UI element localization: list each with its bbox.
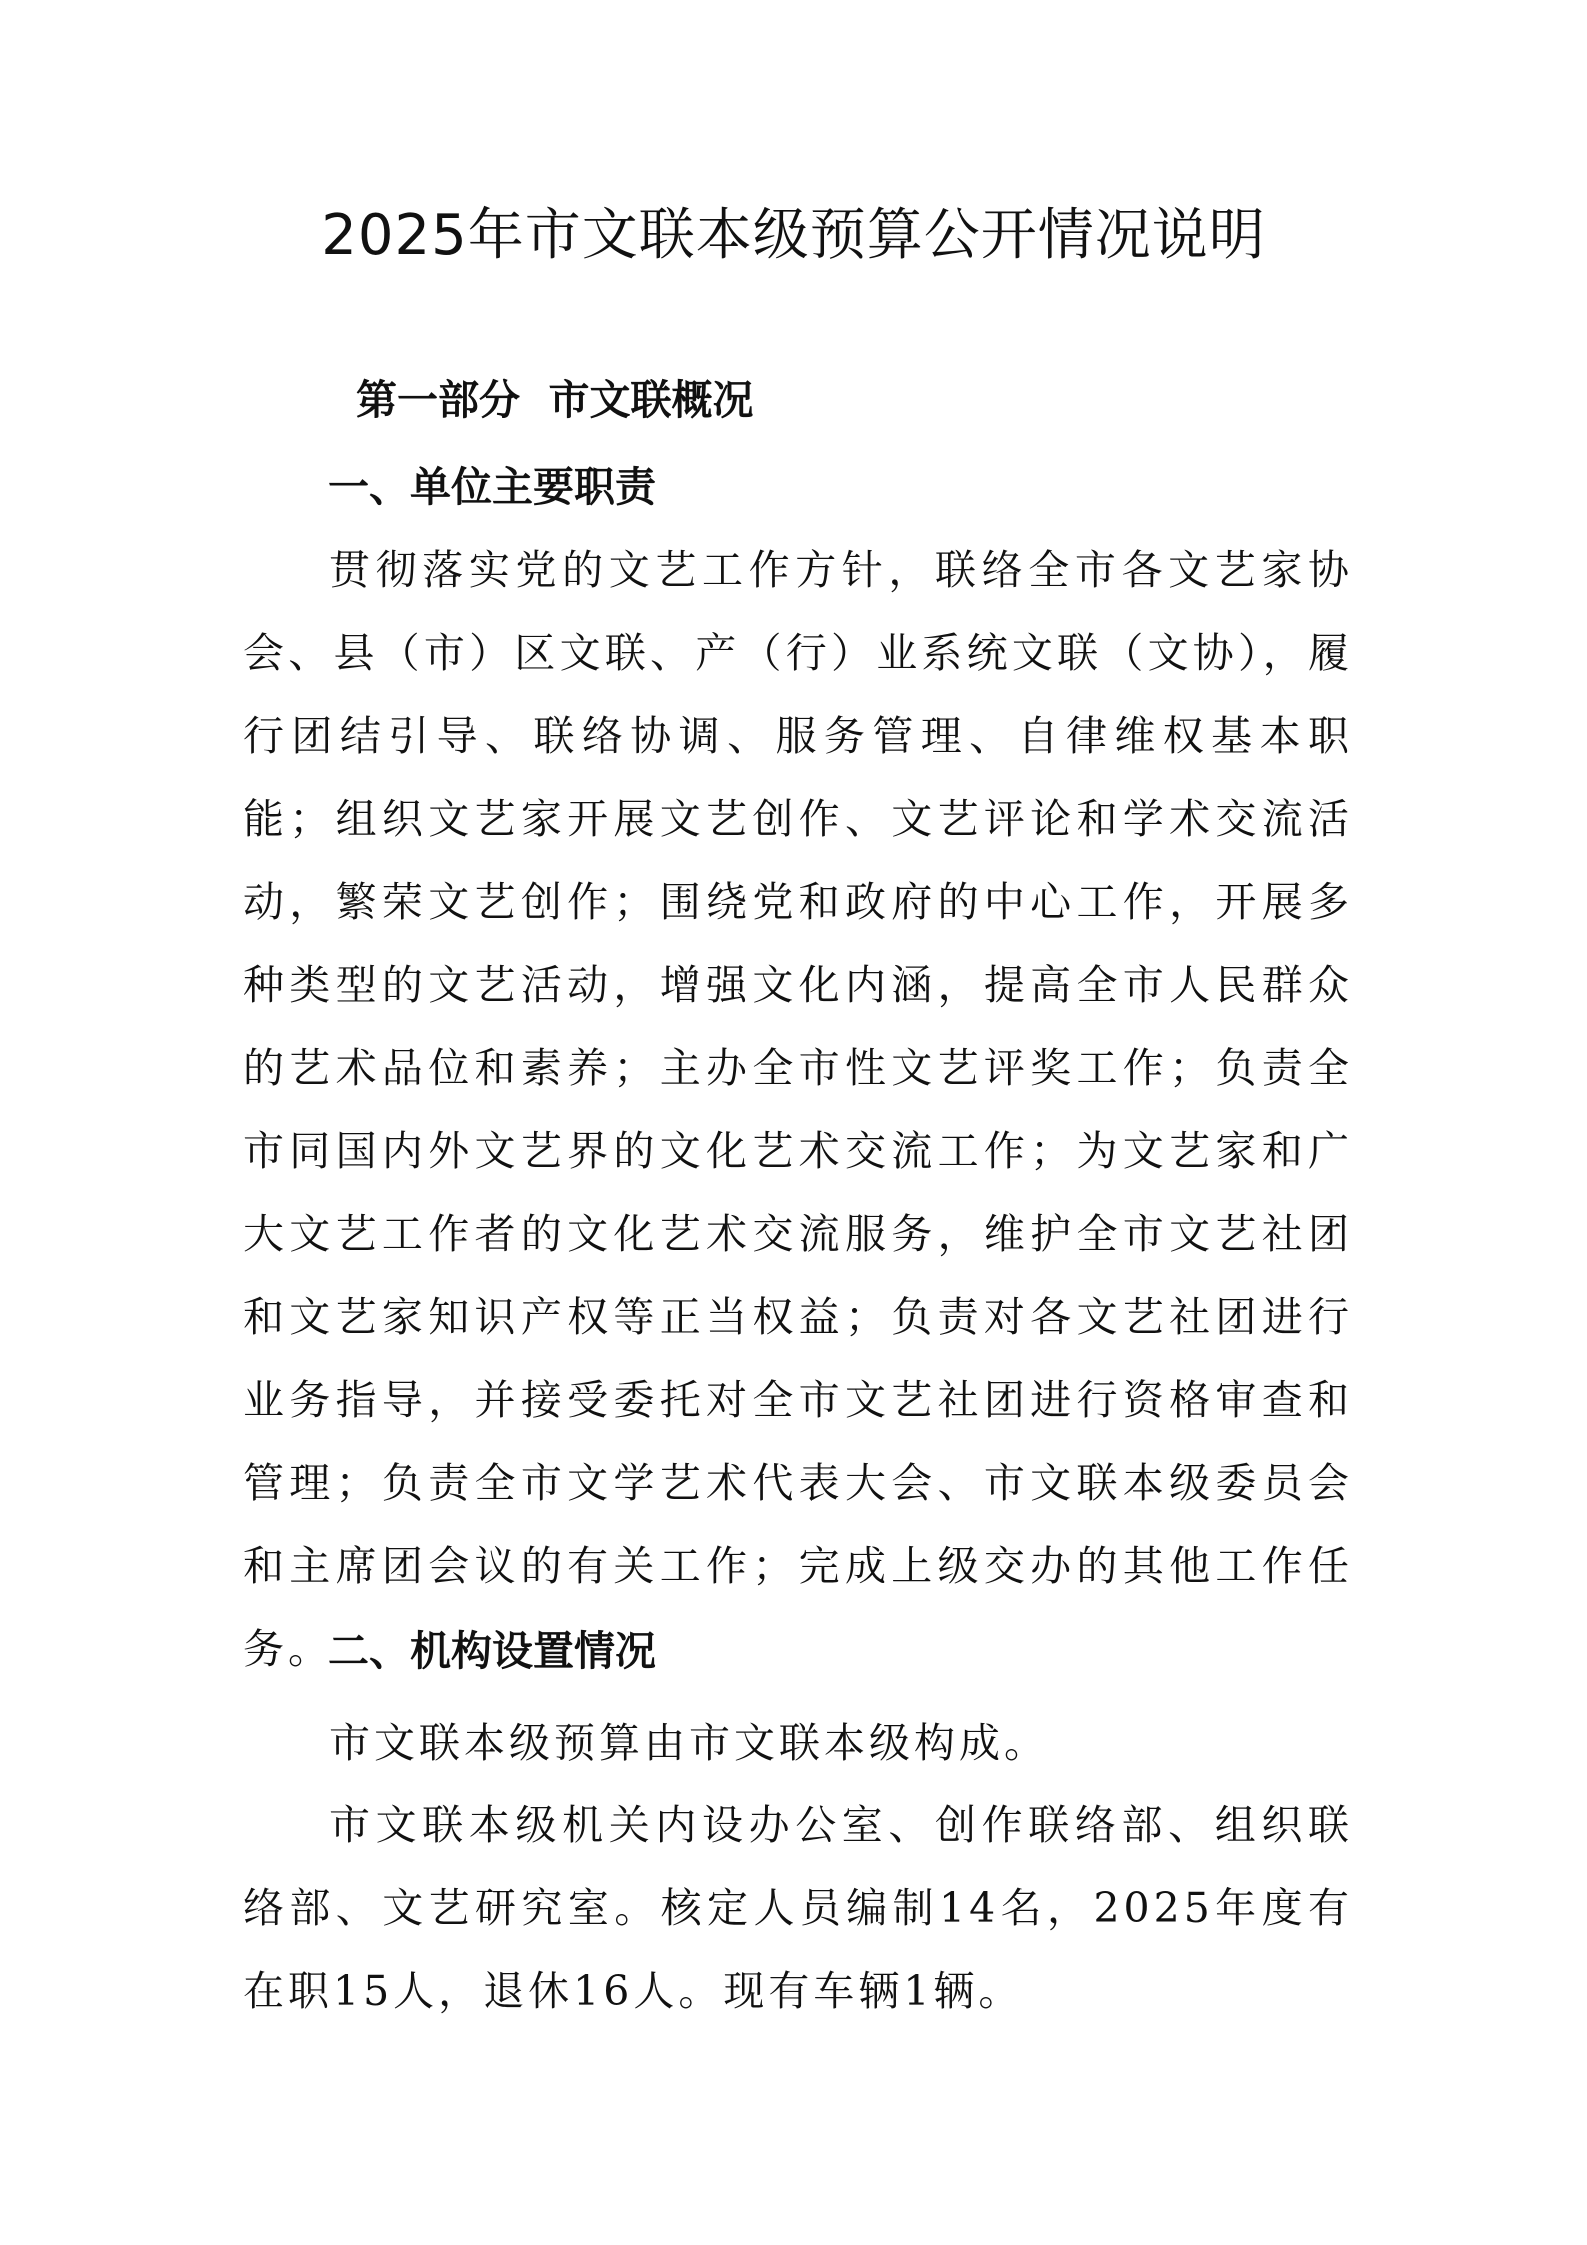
section-heading-duties: 一、单位主要职责 <box>328 463 656 511</box>
part-heading: 第一部分 市文联概况 <box>356 376 754 424</box>
paragraph-duties: 贯彻落实党的文艺工作方针，联络全市各文艺家协会、县（市）区文联、产（行）业系统文联（文协），履行团结引导、联络协调、服务管理、自律维权基本职能；组织文艺家开展文艺创作、文艺评论和学术交流活动，繁荣文艺创作；围绕党和政府的中心工作，开展多种类型的文艺活动，增强文化内涵，提高全市人民群众的艺术品位和素养；主办全市性文艺评奖工作；负责全市同国内外文艺界的文化艺术交流工作；为文艺家和广大文艺工作者的文化艺术交流服务，维护全市文艺社团和文艺家知识产权等正当权益；负责对各文艺社团进行业务指导，并接受委托对全市文艺社团进行资格审查和管理；负责全市文学艺术代表大会、市文联本级委员会和主席团会议的有关工作；完成上级交办的其他工作任务。 <box>243 546 1353 1673</box>
section-heading-organization: 二、机构设置情况 <box>328 1627 656 1675</box>
document-title: 2025年市文联本级预算公开情况说明 <box>321 203 1266 268</box>
paragraph-budget-composition: 市文联本级预算由市文联本级构成。 <box>329 1719 1049 1767</box>
paragraph-staffing: 市文联本级机关内设办公室、创作联络部、组织联络部、文艺研究室。核定人员编制14名，2025年度有在职15人，退休16人。现有车辆1辆。 <box>243 1801 1353 2015</box>
